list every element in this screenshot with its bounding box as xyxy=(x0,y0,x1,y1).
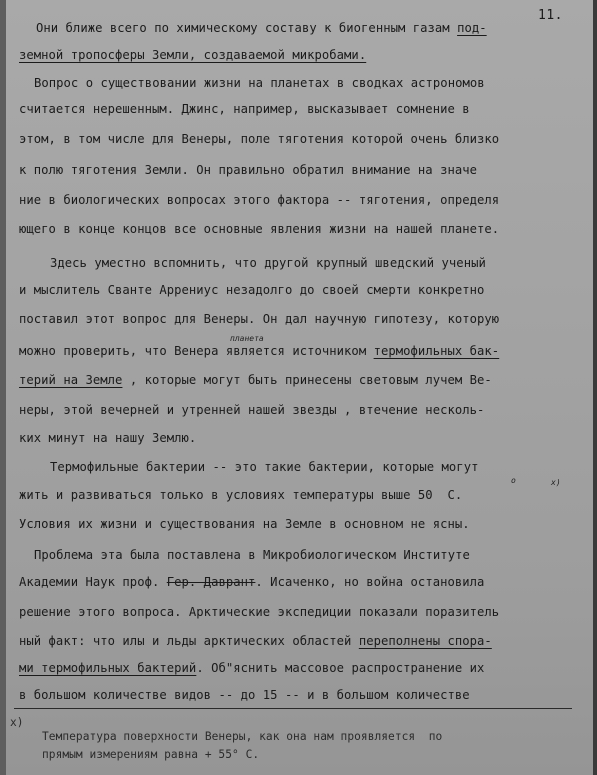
text-line: ющего в конце концов все основные явления жизни на нашей планете. xyxy=(19,222,500,236)
text-line: ный факт: что илы и льды арктических областей переполнены спора- xyxy=(19,634,492,648)
text-line: терий на Земле , которые могут быть принесены световым лучем Ве- xyxy=(19,373,492,387)
text-line: можно проверить, что Венера является источником термофильных бак- xyxy=(19,344,500,358)
text-line: решение этого вопроса. Арктические экспедиции показали поразитель xyxy=(19,605,500,619)
degree-mark: o xyxy=(511,476,516,485)
text-line: поставил этот вопрос для Венеры. Он дал научную гипотезу, которую xyxy=(19,312,500,326)
text-line: Академии Наук проф. Гер. Даврант. Исаченко, но война остановила xyxy=(19,575,485,589)
text-line: ние в биологических вопросах этого фактора -- тяготения, определя xyxy=(19,193,500,207)
footnote-line: прямым измерениям равна + 55° С. xyxy=(42,748,260,761)
text-line: ми термофильных бактерий. Об"яснить массовое распространение их xyxy=(19,661,485,675)
text-line: считается нерешенным. Джинс, например, высказывает сомнение в xyxy=(19,102,470,116)
text-line: земной тропосферы Земли, создаваемой микробами. xyxy=(19,48,367,62)
scan-edge-right xyxy=(593,0,597,775)
text-line: и мыслитель Сванте Аррениус незадолго до своей смерти конкретно xyxy=(19,283,485,297)
footnote-mark: x) xyxy=(551,478,561,487)
text-line: в большом количестве видов -- до 15 -- и в большом количестве xyxy=(19,688,470,702)
text-line: к полю тяготения Земли. Он правильно обратил внимание на значе xyxy=(19,163,478,177)
footnote-separator xyxy=(14,708,572,709)
text-line: Проблема эта была поставлена в Микробиологическом Институте xyxy=(34,548,470,562)
text-line: ких минут на нашу Землю. xyxy=(19,431,197,445)
text-line: Условия их жизни и существования на Земле в основном не ясны. xyxy=(19,517,470,531)
text-line: неры, этой вечерней и утренней нашей звезды , втечение несколь- xyxy=(19,403,485,417)
text-line: Здесь уместно вспомнить, что другой крупный шведский ученый xyxy=(50,256,486,270)
text-line: Они ближе всего по химическому составу к биогенным газам под- xyxy=(36,21,487,35)
footnote-mark: x) xyxy=(10,716,24,729)
page-number: 11. xyxy=(538,8,563,23)
footnote-line: Температура поверхности Венеры, как она нам проявляется по xyxy=(42,730,443,743)
text-line: Вопрос о существовании жизни на планетах в сводках астрономов xyxy=(34,76,485,90)
handwritten-insertion: планета xyxy=(230,334,264,343)
scan-edge-left xyxy=(0,0,6,775)
text-line: этом, в том числе для Венеры, поле тяготения которой очень близко xyxy=(19,132,500,146)
text-line: Термофильные бактерии -- это такие бактерии, которые могут xyxy=(50,460,479,474)
text-line: жить и развиваться только в условиях температуры выше 50 С. xyxy=(19,488,463,502)
